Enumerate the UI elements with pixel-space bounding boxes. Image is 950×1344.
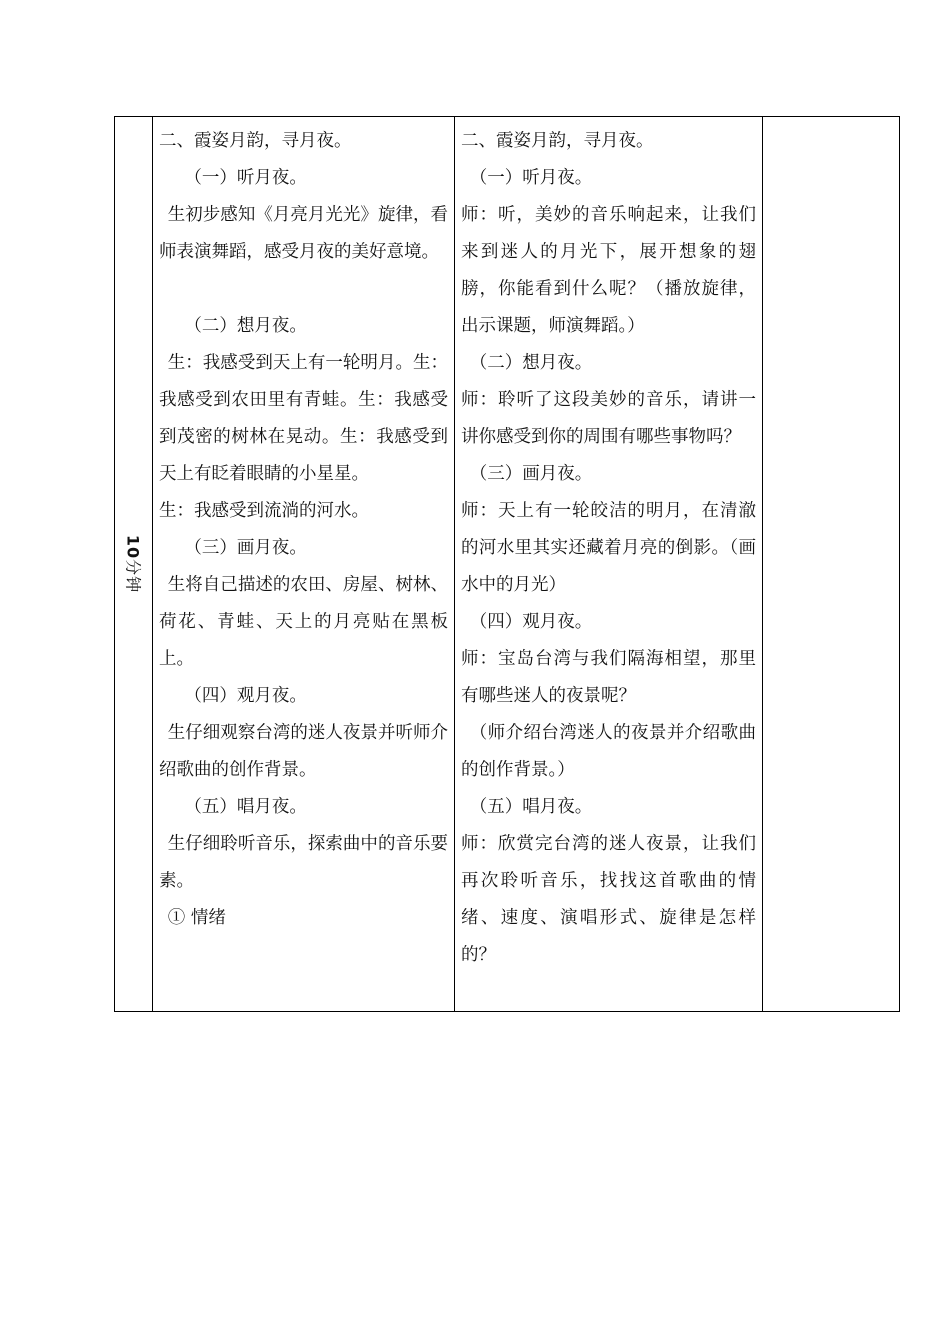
time-number: 10 [123, 534, 142, 560]
student-line: 生：我感受到天上有一轮明月。生：我感受到农田里有青蛙。生：我感受到茂密的树林在晃动。生：我感受到天上有眨着眼睛的小星星。 [159, 353, 448, 484]
teacher-line: （五）唱月夜。 [469, 797, 593, 817]
teacher-line: 师：宝岛台湾与我们隔海相望，那里有哪些迷人的夜景呢？ [461, 649, 756, 706]
teacher-line: 师：聆听了这段美妙的音乐，请讲一讲你感受到你的周围有哪些事物吗？ [461, 390, 756, 447]
teacher-line: （四）观月夜。 [469, 612, 593, 632]
student-line: 生仔细聆听音乐，探索曲中的音乐要素。 [159, 834, 448, 891]
teacher-line: （一）听月夜。 [469, 168, 593, 188]
student-line: 生将自己描述的农田、房屋、树林、荷花、青蛙、天上的月亮贴在黑板上。 [159, 575, 448, 669]
teacher-activity-cell [455, 117, 763, 1012]
teacher-line: 师：天上有一轮皎洁的明月，在清澈的河水里其实还藏着月亮的倒影。（画水中的月光） [461, 501, 756, 595]
table-row [115, 117, 900, 1012]
student-line: 生初步感知《月亮月光光》旋律，看师表演舞蹈，感受月夜的美好意境。 [159, 205, 448, 262]
time-cell [115, 117, 153, 1012]
teacher-line: 二、霞姿月韵，寻月夜。 [461, 131, 654, 151]
student-line: ① 情绪 [167, 908, 226, 928]
time-unit: 分钟 [123, 559, 142, 594]
teacher-line: 师：听，美妙的音乐响起来，让我们来到迷人的月光下，展开想象的翅膀，你能看到什么呢？（播放旋律，出示课题，师演舞蹈。） [461, 205, 756, 336]
teacher-line: （师介绍台湾迷人的夜景并介绍歌曲的创作背景。） [461, 723, 756, 780]
student-line: （三）画月夜。 [184, 538, 307, 558]
student-line: 二、霞姿月韵，寻月夜。 [159, 131, 352, 151]
student-activity-cell [153, 117, 455, 1012]
student-line: （二）想月夜。 [184, 316, 307, 336]
teacher-line: 师：欣赏完台湾的迷人夜景，让我们再次聆听音乐，找找这首歌曲的情绪、速度、演唱形式、旋律是怎样的？ [461, 834, 756, 965]
student-blank-gap [159, 271, 448, 308]
student-line: （一）听月夜。 [184, 168, 307, 188]
teacher-line: （二）想月夜。 [469, 353, 593, 373]
notes-cell [763, 117, 900, 1012]
lesson-plan-table [114, 116, 900, 1012]
student-line: 生仔细观察台湾的迷人夜景并听师介绍歌曲的创作背景。 [159, 723, 448, 780]
student-line: （五）唱月夜。 [184, 797, 307, 817]
student-activity-text [153, 117, 454, 937]
teacher-activity-text [455, 117, 762, 974]
time-label [122, 535, 145, 593]
teacher-line: （三）画月夜。 [469, 464, 593, 484]
student-line: （四）观月夜。 [184, 686, 307, 706]
student-line: 生：我感受到流淌的河水。 [159, 501, 369, 521]
